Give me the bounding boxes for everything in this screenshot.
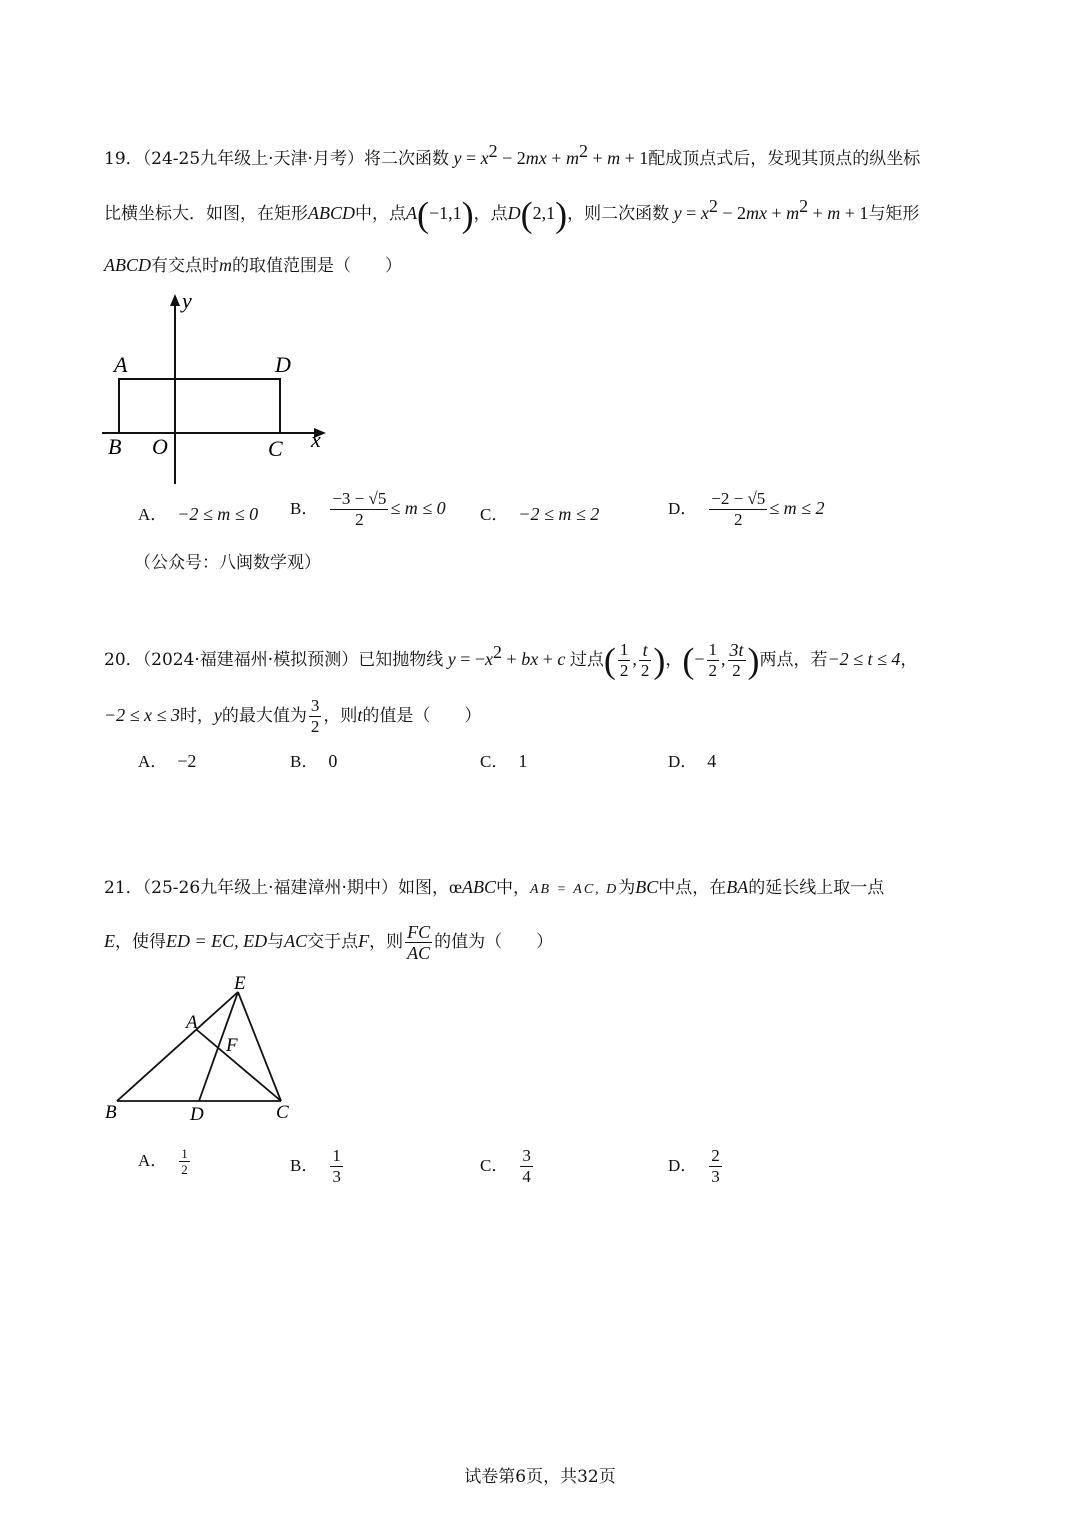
q20-option-d[interactable]: D． 4 bbox=[668, 751, 717, 771]
q19-text: 将二次函数 bbox=[363, 149, 449, 169]
q21-option-a[interactable]: A． $\frac{1}{2}$ bbox=[138, 1146, 188, 1177]
q19-note: （公众号：八闽数学观） bbox=[134, 553, 321, 573]
q19-text: 的取值范围是（ ） bbox=[232, 256, 402, 276]
q19-line-2: 比横坐标大．如图，在矩形ABCD中，点A(−1,1)，点D(2,1)，则二次函数 $y = x^2 - 2mx + m^2 + m + 1$与矩形 bbox=[104, 194, 920, 235]
q20-option-a[interactable]: A． −2 bbox=[138, 751, 197, 771]
label-d: D bbox=[275, 352, 291, 377]
q20-option-b[interactable]: B． 0 bbox=[290, 751, 338, 771]
label-b: B bbox=[108, 434, 122, 459]
rect-name: ABCD bbox=[308, 203, 355, 223]
q19-text: 与矩形 bbox=[868, 204, 920, 224]
q20-number: 20． bbox=[104, 650, 143, 670]
q19-source: （24-25九年级上·天津·月考） bbox=[142, 149, 364, 169]
label-x: x bbox=[311, 427, 321, 452]
label-d: D bbox=[190, 1104, 204, 1125]
q19-text: 有交点时 bbox=[151, 256, 219, 276]
q19-text: ，点 bbox=[473, 204, 508, 224]
point-d-coords: 2,1 bbox=[532, 203, 556, 223]
label-o: O bbox=[152, 434, 168, 459]
q20-line-2: −2 ≤ x ≤ 3时，y的最大值为 $\frac{3}{2}$ ，则t的值是（ ） bbox=[104, 696, 482, 736]
q21-figure-triangle bbox=[100, 975, 320, 1125]
cond-t: −2 ≤ t ≤ 4 bbox=[827, 649, 901, 669]
q20-line-1: 20．（2024·福建福州·模拟预测）已知抛物线 $y = -x^2$ + bx + c 过点( $\frac{1}{2}$ , $\frac{t}{2}$ )，(− $\frac{1}{2}$ , $\frac{3t}{2}$ )两点，若−2 ≤ t ≤ 4， bbox=[104, 640, 918, 681]
label-c: C bbox=[268, 436, 283, 461]
segment-be bbox=[117, 992, 238, 1101]
q21-number: 21． bbox=[104, 878, 143, 898]
label-b: B bbox=[105, 1102, 117, 1123]
point-a-coords: −1,1 bbox=[429, 203, 462, 223]
label-c: C bbox=[276, 1102, 289, 1123]
q20-text: ，则 bbox=[323, 706, 358, 726]
label-y: y bbox=[182, 290, 192, 313]
q21-text: 如图， bbox=[397, 878, 449, 898]
triangle-symbol: œ bbox=[448, 877, 462, 897]
q19-number: 19． bbox=[104, 149, 143, 169]
q19-text: ，则二次函数 bbox=[567, 204, 670, 224]
q19-text: 中，点 bbox=[355, 204, 406, 224]
q21-line-1: 21．（25-26九年级上·福建漳州·期中）如图，œABC中，AB = AC, D为BC中点，在BA的延长线上取一点 bbox=[104, 877, 885, 898]
y-axis-arrow bbox=[170, 294, 180, 306]
q20-option-c[interactable]: C． 1 bbox=[480, 751, 528, 771]
q20-text: 的最大值为 bbox=[221, 706, 307, 726]
q20-text: 的值是（ ） bbox=[362, 706, 482, 726]
q20-text: 时， bbox=[179, 706, 214, 726]
q19-function-expr: y bbox=[448, 148, 462, 168]
segment-ac bbox=[197, 1030, 281, 1101]
label-f: F bbox=[226, 1035, 238, 1056]
q21-line-2: E，使得ED = EC, ED与AC交于点F，则 $\frac{FC}{AC}$ 的值为（ ） bbox=[104, 922, 554, 963]
label-e: E bbox=[234, 975, 246, 994]
q19-line-1: 19．（24-25九年级上·天津·月考）将二次函数 $y = x^2 - 2mx + m^2 + m + 1$配成顶点式后，发现其顶点的纵坐标 bbox=[104, 141, 921, 169]
q19-text: 比横坐标大．如图，在矩形 bbox=[104, 204, 308, 224]
q20-text: 两点，若 bbox=[759, 650, 828, 670]
q19-option-a[interactable]: A． −2 ≤ m ≤ 0 bbox=[138, 504, 259, 524]
q21-option-d[interactable]: D． $\frac{2}{3}$ bbox=[668, 1146, 720, 1186]
point-a: A bbox=[406, 203, 417, 223]
cond-x: −2 ≤ x ≤ 3 bbox=[104, 705, 180, 725]
q21-source: （25-26九年级上·福建漳州·期中） bbox=[142, 878, 398, 898]
point-d: D bbox=[507, 203, 521, 223]
q19-option-c[interactable]: C． −2 ≤ m ≤ 2 bbox=[480, 504, 600, 524]
page-footer: 试卷第6页，共32页 bbox=[464, 1467, 616, 1487]
q19-option-b[interactable]: B． $\frac{-3 - √5}{2}$ ≤ m ≤ 0 bbox=[290, 489, 446, 529]
q19-option-d[interactable]: D． $\frac{-2 - √5}{2}$ ≤ m ≤ 2 bbox=[668, 489, 825, 529]
q20-text: 已知抛物线 bbox=[358, 650, 444, 670]
q21-cond1: AB = AC, D bbox=[529, 882, 619, 897]
q19-line-3 bbox=[104, 250, 402, 281]
rect-name: ABCD bbox=[104, 255, 151, 275]
q21-option-c[interactable]: C． $\frac{3}{4}$ bbox=[480, 1146, 531, 1186]
q19-figure-rectangle-graph bbox=[98, 290, 338, 490]
q21-option-b[interactable]: B． $\frac{1}{3}$ bbox=[290, 1146, 341, 1186]
var-m: m bbox=[219, 255, 232, 275]
segment-ec bbox=[238, 992, 281, 1101]
q19-text: 配成顶点式后，发现其顶点的纵坐标 bbox=[648, 149, 921, 169]
label-a: A bbox=[186, 1012, 198, 1033]
label-a: A bbox=[114, 352, 128, 377]
rectangle-abcd bbox=[119, 379, 280, 433]
q20-source: （2024·福建福州·模拟预测） bbox=[142, 650, 359, 670]
q21-text: 中， bbox=[495, 878, 530, 898]
q21-cond2: ED = EC, ED bbox=[166, 931, 268, 951]
q20-text: 过点 bbox=[569, 650, 604, 670]
